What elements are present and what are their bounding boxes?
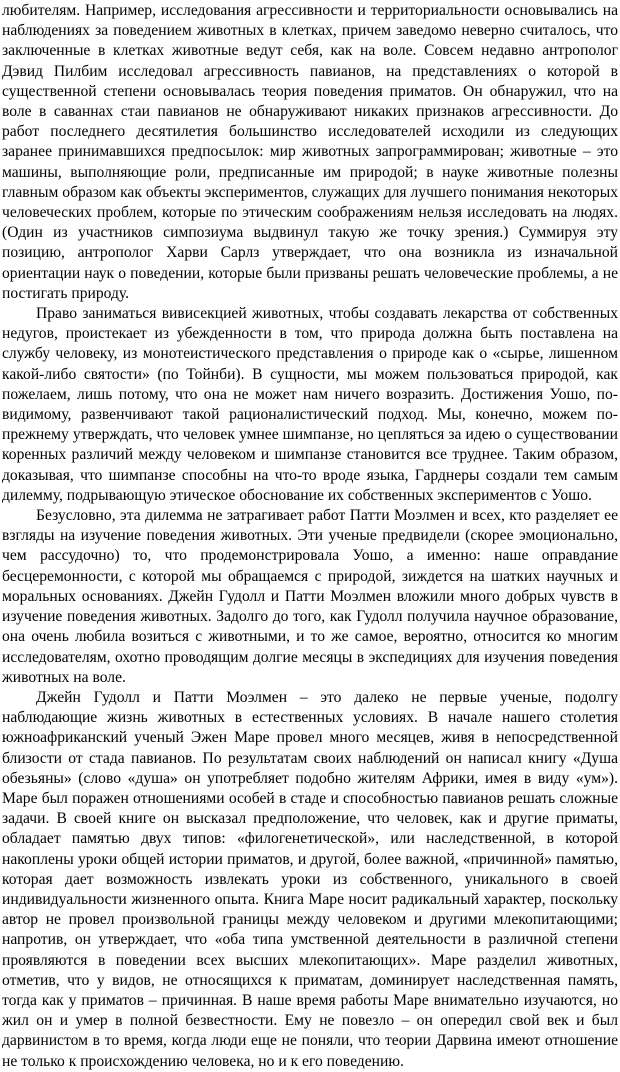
paragraph-3: Безусловно, эта дилемма не затрагивает работ Патти Моэлмен и всех, кто разделяет ее взгляды на изучение поведения животных. Эти ученые предвидели (скорее эмоционально, чем рассудочно) то, что продемонстрировала Уошо, а именно: наше оправдание бесцеремонности, с которой мы обращаемся с природой, зиждется на шатких научных и моральных основаниях. Джейн Гудолл и Патти Моэлмен вложили много добрых чувств в изучение поведения животных. Задолго до того, как Гудолл получила научное образование, она очень любила возиться с животными, и то же самое, вероятно, относится ко многим исследователям, охотно проводящим долгие месяцы в экспедициях для изучения поведения животных на воле. bbox=[2, 507, 618, 686]
paragraph-2: Право заниматься вивисекцией животных, чтобы создавать лекарства от собственных недугов, проистекает из убежденности в том, что природа должна быть поставлена на службу человеку, из монотеистического представления о природе как о «сырье, лишенном какой-либо святости» (по Тойнби). В сущности, мы можем пользоваться природой, как пожелаем, лишь потому, что она не может нам ничего возразить. Достижения Уошо, по-видимому, развенчивают такой рационалистический подход. Мы, конечно, можем по-прежнему утверждать, что человек умнее шимпанзе, но цепляться за идею о существовании коренных различий между человеком и шимпанзе становится все труднее. Таким образом, доказывая, что шимпанзе способны на что-то вроде языка, Гарднеры создали тем самым дилемму, подрывающую этическое обоснование их собственных экспериментов с Уошо. bbox=[2, 305, 618, 504]
paragraph-1: любителям. Например, исследования агрессивности и территориальности основывались на наблюдениях за поведением животных в клетках, причем заведомо неверно считалось, что заключенные в клетках животные ведут себя, как на воле. Совсем недавно антрополог Дэвид Пилбим исследовал агрессивность павианов, на представлениях о которой в существенной степени основывалась теория поведения приматов. Он обнаружил, что на воле в саваннах стаи павианов не обнаруживают никаких признаков агрессивности. До работ последнего десятилетия большинство исследователей исходили из следующих заранее принимавшихся предпосылок: мир животных запрограммирован; животные – это машины, выполняющие роли, предписанные им природой; в науке животные полезны главным образом как объекты экспериментов, служащих для лучшего понимания некоторых человеческих проблем, которые по этическим соображениям нельзя исследовать на людях. (Один из участников симпозиума выдвинул такую же точку зрения.) Суммируя эту позицию, антрополог Харви Сарлз утверждает, что она возникла из изначальной ориентации наук о поведении, которые были призваны решать человеческие проблемы, а не постигать природу. bbox=[2, 2, 618, 302]
paragraph-4: Джейн Гудолл и Патти Моэлмен – это далеко не первые ученые, подолгу наблюдающие жизнь животных в естественных условиях. В начале нашего столетия южноафриканский ученый Эжен Маре провел много месяцев, живя в непосредственной близости от стада павианов. По результатам своих наблюдений он написал книгу «Душа обезьяны» (слово «душа» он употребляет подобно жителям Африки, имея в виду «ум»). Маре был поражен отношениями особей в стаде и способностью павианов решать сложные задачи. В своей книге он высказал предположение, что человек, как и другие приматы, обладает памятью двух типов: «филогенетической», или наследственной, в которой накоплены уроки общей истории приматов, и другой, более важной, «причинной» памятью, которая дает возможность извлекать уроки из собственного, уникального в своей индивидуальности жизненного опыта. Книга Маре носит радикальный характер, поскольку автор не провел произвольной границы между человеком и другими млекопитающими; напротив, он утверждает, что «оба типа умственной деятельности в различной степени проявляются в поведении всех высших млекопитающих». Маре разделил животных, отметив, что у видов, не относящихся к приматам, доминирует наследственная память, тогда как у приматов – причинная. В наше время работы Маре внимательно изучаются, но жил он и умер в полной безвестности. Ему не повезло – он опередил свой век и был дарвинистом в то время, когда люди еще не поняли, что теории Дарвина имеют отношение не только к происхождению человека, но и к его поведению. bbox=[2, 688, 618, 1070]
